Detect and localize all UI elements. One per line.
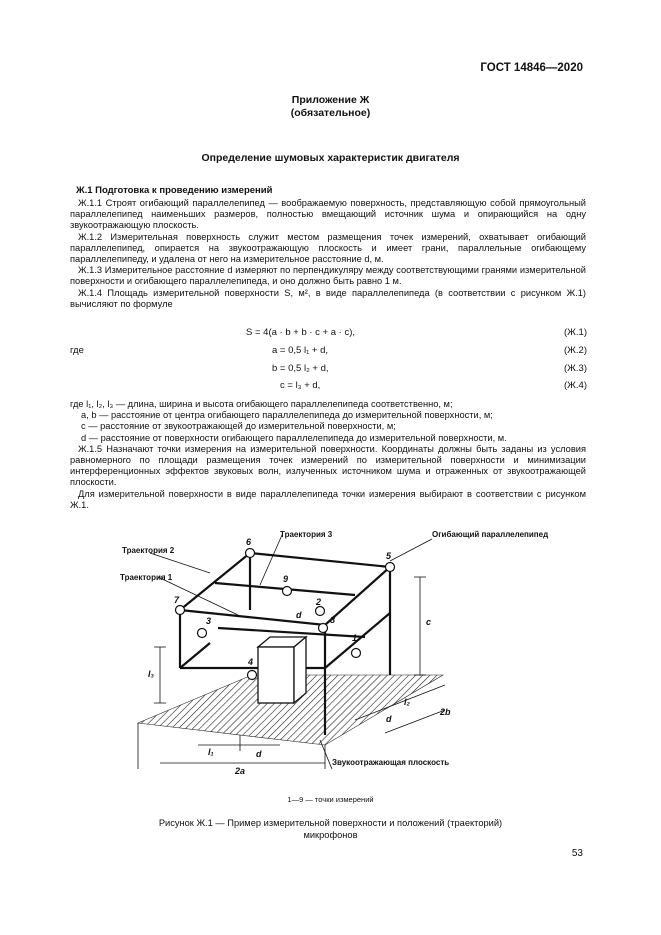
label-2a: 2a	[235, 766, 246, 776]
label-2b: 2b	[440, 707, 451, 717]
definitions-block	[70, 399, 586, 511]
label-d-top: d	[296, 610, 302, 620]
point-label-4: 4	[248, 657, 254, 667]
point-label-3: 3	[206, 616, 212, 626]
figure-caption-line-2: микрофонов	[303, 830, 358, 840]
point-9	[283, 587, 292, 596]
section-title: Ж.1 Подготовка к проведению измерений	[76, 185, 273, 196]
definition-c: c — расстояние от звукоотражающей до измерительной поверхности, м;	[81, 421, 396, 432]
label-c: c	[426, 617, 432, 627]
label-d-bottom: d	[256, 749, 262, 759]
paragraph-zh-1-5: Ж.1.5 Назначают точки измерения на измерительной поверхности. Координаты должны быть заданы из условия равномерного по площади размещения точек измерений по измерительной поверхности и минимизации интерференционных эффектов звуковых волн, излученных источником шума и отраженных от звукоотражающей плоскости.	[70, 443, 586, 488]
point-4	[248, 671, 257, 680]
point-8	[319, 624, 328, 633]
label-envelope: Огибающий параллелепипед	[432, 530, 549, 539]
formula-zh-2: a = 0,5 l₁ + d,	[272, 345, 329, 356]
point-5	[386, 563, 395, 572]
annex-heading	[70, 94, 591, 120]
point-label-7: 7	[174, 595, 180, 605]
label-reflecting-plane: Звукоотражающая плоскость	[332, 758, 450, 767]
label-l1: l₁	[208, 747, 214, 757]
formula-zh-1: S = 4(a · b + b · c + a · c),	[246, 327, 356, 338]
formula-zh-3: b = 0,5 l₂ + d,	[272, 363, 329, 374]
point-label-8: 8	[330, 615, 336, 625]
point-3	[198, 629, 207, 638]
standard-header: ГОСТ 14846—2020	[480, 62, 583, 74]
label-trajectory-1: Траектория 1	[120, 573, 173, 582]
paragraphs-block	[70, 198, 586, 310]
paragraph-zh-1-3: Ж.1.3 Измерительное расстояние d измеряют по перпендикуляру между соответствующими гранями измерительной поверхности и огибающего параллелепипеда, и оно должно быть равно 1 м.	[70, 265, 586, 287]
annex-title: Приложение Ж	[291, 94, 370, 106]
point-label-6: 6	[246, 537, 252, 547]
point-label-1: 1	[352, 633, 358, 643]
formula-number-zh-4: (Ж.4)	[563, 380, 587, 391]
formula-number-zh-2: (Ж.2)	[563, 345, 587, 356]
point-label-2: 2	[316, 597, 322, 607]
figure-measurement-surface	[120, 525, 590, 795]
paragraph-points: Для измерительной поверхности в виде параллелепипеда точки измерения выбирают в соответствии с рисунком Ж.1.	[70, 488, 586, 510]
envelope-box	[258, 637, 306, 703]
point-6	[246, 549, 255, 558]
paragraph-zh-1-1: Ж.1.1 Строят огибающий параллелепипед — воображаемую поверхность, представляющую собой прямоугольный параллелепипед наименьших размеров, полностью вмещающий источник шума и опирающийся на одну звукоотражающую плоскость.	[70, 198, 586, 231]
where-label: где	[70, 345, 84, 356]
main-title: Определение шумовых характеристик двигателя	[201, 152, 460, 164]
figure-legend: 1—9 — точки измерений	[287, 795, 374, 804]
figure-caption	[70, 817, 591, 841]
point-2	[316, 607, 325, 616]
formula-number-zh-3: (Ж.3)	[563, 363, 587, 374]
label-d-right: d	[386, 714, 392, 724]
label-trajectory-2: Траектория 2	[122, 546, 175, 555]
definition-d: d — расстояние от поверхности огибающего параллелепипеда до измерительной поверхности, м.	[81, 432, 507, 443]
label-l2: l₂	[404, 697, 410, 707]
definition-l: где l₁, l₂, l₃ — длина, ширина и высота огибающего параллелепипеда соответственно, м;	[70, 399, 453, 409]
label-trajectory-3: Траектория 3	[280, 530, 333, 539]
annex-status: (обязательное)	[290, 107, 371, 119]
point-1	[352, 649, 361, 658]
paragraph-zh-1-2: Ж.1.2 Измерительная поверхность служит местом размещения точек измерений, охватывает огибающий параллелепипед, опирается на звукоотражающую плоскость и имеет грани, параллельные огибающему параллелепипеду, и удалена от него на измерительное расстояние d, м.	[70, 231, 586, 265]
formula-number-zh-1: (Ж.1)	[563, 327, 587, 338]
formula-zh-4: c = l₃ + d,	[280, 380, 321, 391]
paragraph-zh-1-4: Ж.1.4 Площадь измерительной поверхности S, м², в виде параллелепипеда (в соответствии с рисунком Ж.1) вычисляют по формуле	[70, 287, 586, 309]
point-7	[176, 606, 185, 615]
definition-ab: a, b — расстояние от центра огибающего параллелепипеда до измерительной поверхности, м;	[81, 410, 493, 421]
page-number: 53	[571, 848, 583, 859]
point-label-5: 5	[386, 551, 392, 561]
point-label-9: 9	[283, 574, 289, 584]
label-l3: l₃	[148, 669, 154, 679]
figure-caption-line-1: Рисунок Ж.1 — Пример измерительной поверхности и положений (траекторий)	[158, 818, 503, 828]
